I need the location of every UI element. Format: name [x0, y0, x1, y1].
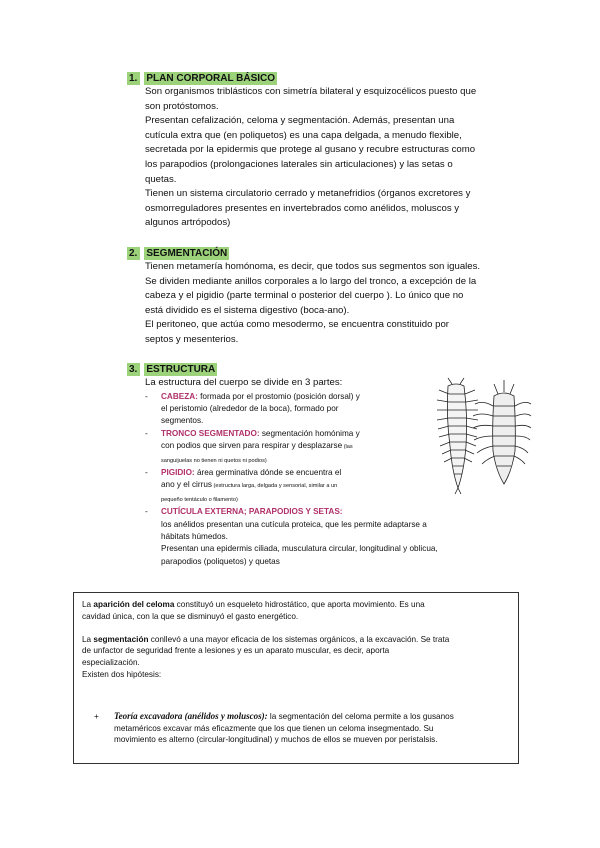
text-line: Presentan cefalización, celoma y segmentación. Además, presentan una — [145, 115, 455, 127]
text-line: movimiento es alterno (circular-longitudinal) y muchos de ellos se mueven por peristalsis. — [114, 735, 438, 745]
text-line: parapodios (poliquetos) y quetas — [161, 556, 280, 566]
text-line: Se dividen mediante anillos corporales a lo largo del tronco, a excepción de la — [145, 275, 477, 287]
term-label: PIGIDIO: — [161, 468, 195, 478]
list-item-cabeza — [145, 391, 406, 428]
text-segment: La — [82, 634, 94, 644]
bold-term: aparición del celoma — [93, 600, 175, 609]
text-line: cavidad única, con la que se disminuyó el gasto energético. — [82, 611, 299, 621]
section-heading — [127, 72, 527, 85]
text-line: segmentos. — [161, 416, 204, 426]
summary-box — [73, 592, 519, 764]
text-line: de unfactor de seguridad frente a lesiones y es un aparato muscular, es decir, aporta — [82, 646, 390, 656]
section-heading — [127, 247, 527, 260]
text-line: algunos artrópodos) — [145, 217, 231, 229]
text-line: metaméricos excavar más eficazmente que los que tienen un celoma insegmentado. Su — [114, 723, 434, 733]
text-line: osmorreguladores presentes en invertebrados como anélidos, moluscos y — [145, 202, 460, 214]
text-line: los parapodios (prolongaciones laterales sin articulaciones) y las setas o — [145, 158, 453, 170]
text-line: los anélidos presentan una cutícula proteica, que les permite adaptarse a — [161, 519, 427, 529]
section-heading — [127, 363, 527, 376]
text-line: Presentan una epidermis ciliada, musculatura circular, longitudinal y oblicua, — [161, 544, 438, 554]
small-note: (las — [342, 444, 353, 451]
paragraph-segmentacion — [82, 634, 510, 681]
text-segment: constituyó un esqueleto hidrostático, que aporta movimiento. Es una — [174, 600, 425, 609]
plus-icon: + — [94, 711, 99, 721]
list-item-tronco — [145, 428, 411, 467]
bold-term: segmentación — [93, 634, 149, 644]
section-plan-corporal — [127, 72, 527, 231]
bullet-text — [114, 711, 454, 746]
text-segment: conllevó a una mayor eficacia de los sistemas orgánicos, a la excavación. Se trata — [148, 634, 450, 644]
section-title: SEGMENTACIÓN — [146, 248, 228, 259]
paragraph-celoma — [82, 599, 510, 623]
text-line: son protóstomos. — [145, 100, 219, 112]
text-line: formada por el prostomio (posición dorsal) y — [197, 391, 360, 401]
text-line: con podios que sirven para respirar y desplazarse — [161, 441, 343, 451]
text-line: La estructura del cuerpo se divide en 3 partes: — [145, 377, 343, 388]
section-number: 1. — [127, 72, 140, 85]
hypothesis-title: Teoría excavadora (anélidos y moluscos): — [114, 710, 268, 721]
small-note: sanguijuelas no tienen ni quetos ni podios) — [161, 457, 267, 464]
text-line: ano y el cirrus — [161, 480, 212, 490]
text-line: quetas. — [145, 173, 177, 185]
term-label: TRONCO SEGMENTADO: — [161, 428, 260, 438]
text-line: secretada por la epidermis que protege al gusano y recubre estructuras como — [145, 144, 476, 156]
worm-illustration — [418, 376, 533, 496]
text-line: área germinativa dónde se encuentra el — [194, 468, 342, 478]
list-item-pigidio — [145, 467, 421, 506]
text-line: segmentación homónima y — [259, 428, 360, 438]
text-line: el peristomio (alrededor de la boca), formado por — [161, 404, 339, 413]
text-line: Tienen un sistema circulatorio cerrado y metanefridios (órganos excretores y — [145, 188, 471, 200]
term-label: CABEZA: — [161, 391, 198, 401]
text-line: cutícula extra que (en poliquetos) es una capa delgada, a menudo flexible, — [145, 129, 462, 141]
text-line: Son organismos triblásticos con simetría bilateral y esquizocélicos puesto que — [145, 86, 477, 97]
text-segment: La — [82, 600, 94, 609]
hypothesis-bullet — [94, 711, 510, 746]
section-body — [145, 260, 527, 348]
text-line: está dividido es el sistema digestivo (boca-ano). — [145, 304, 350, 316]
section-title: PLAN CORPORAL BÁSICO — [146, 73, 276, 84]
term-label: CUTÍCULA EXTERNA; PARAPODIOS Y SETAS: — [161, 507, 343, 517]
text-line: Tienen metamería homónoma, es decir, que todos sus segmentos son iguales. — [145, 261, 481, 272]
text-line: cabeza y el pigidio (parte terminal o posterior del cuerpo ). Lo único que no — [145, 290, 464, 302]
text-segment: la segmentación del celoma permite a los gusanos — [267, 711, 454, 721]
small-note: pequeño tentáculo o filamento) — [161, 496, 238, 503]
text-line: septos y mesenterios. — [145, 333, 239, 345]
text-line: El peritoneo, que actúa como mesodermo, se encuentra constituido por — [145, 319, 449, 331]
section-number: 2. — [127, 247, 140, 260]
section-number: 3. — [127, 363, 140, 376]
small-note: (estructura larga, delgada y sensorial, similar a un — [211, 483, 338, 490]
list-item-cuticula — [145, 506, 541, 568]
section-title: ESTRUCTURA — [146, 364, 216, 375]
section-body — [145, 85, 527, 231]
text-line: Existen dos hipótesis: — [82, 669, 162, 679]
text-line: hábitats húmedos. — [161, 532, 228, 542]
section-segmentacion — [127, 247, 527, 348]
text-line: especialización. — [82, 658, 140, 668]
